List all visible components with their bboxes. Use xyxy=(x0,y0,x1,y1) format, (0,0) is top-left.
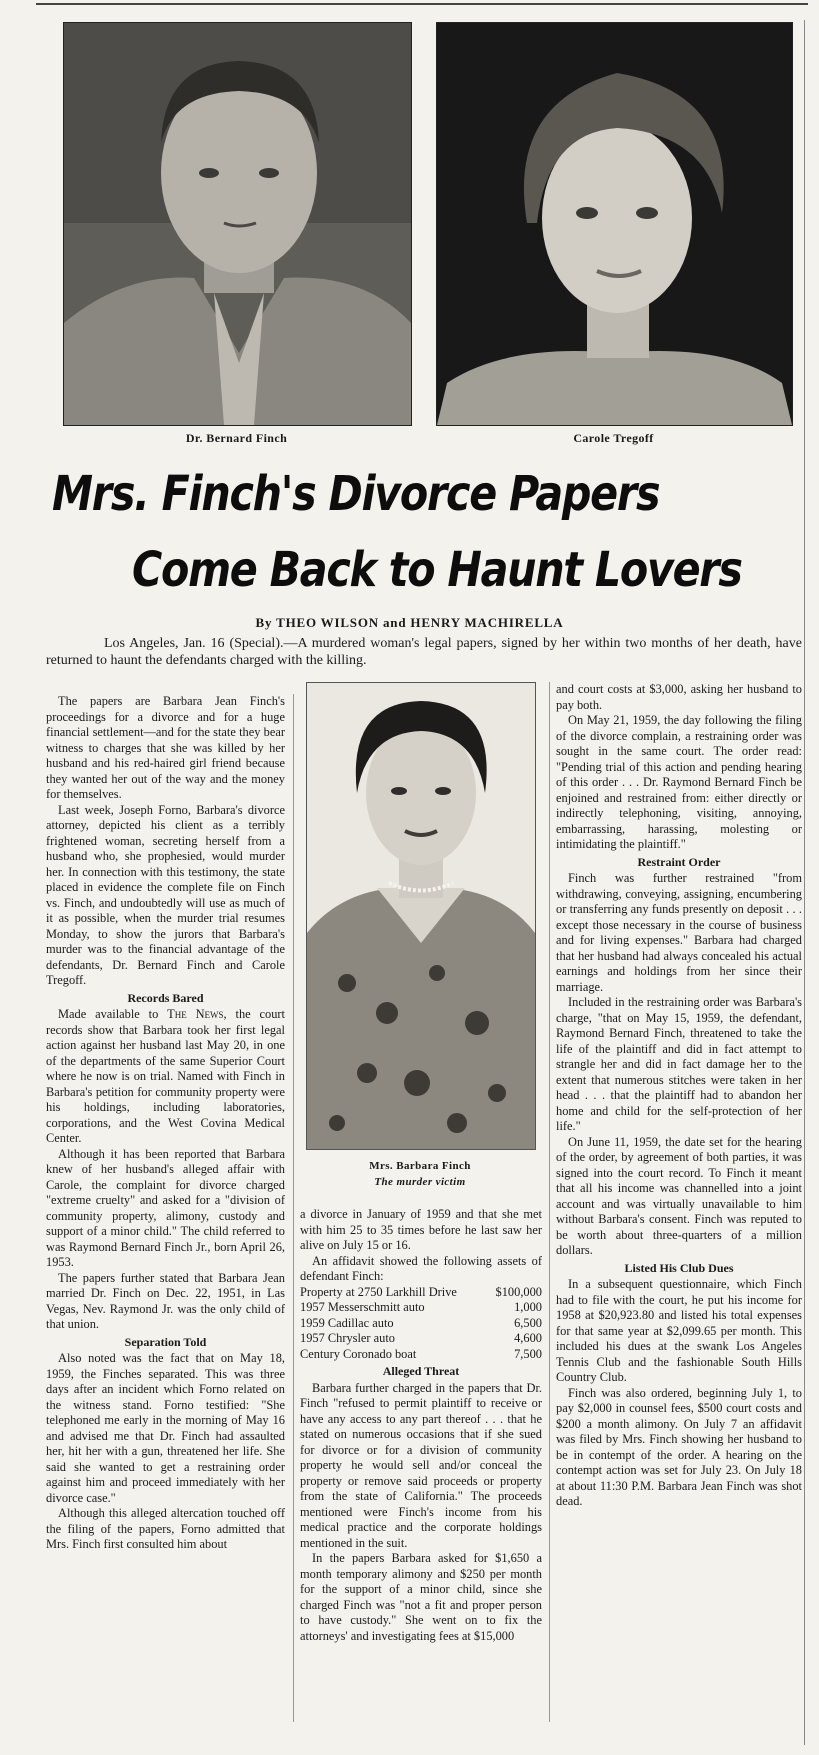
article-column-3 xyxy=(556,682,802,1722)
col2-paragraph: An affidavit showed the following assets of defendant Finch: xyxy=(300,1253,542,1283)
headline-line-2: Come Back to Haunt Lovers xyxy=(132,542,742,598)
table-row xyxy=(300,1300,542,1316)
subhead-listed-his-club-dues: Listed His Club Dues xyxy=(624,1260,734,1275)
subhead-records-bared: Records Bared xyxy=(127,990,204,1005)
col1-paragraph: Last week, Joseph Forno, Barbara's divorce attorney, depicted his client as a terribly frightened woman, secreting herself from a husband who, she prophesied, would murder her. In connection with this testimony, the state placed in evidence the complete file on Finch vs. Finch, and undoubtedly will use as much of it as possible, when the murder trial resumes Monday, to show the jurors that Barbara's murder was to the financial advantage of the defendants, Dr. Bernard Finch and Carole Tregoff. xyxy=(46,802,285,987)
col3-paragraph: On June 11, 1959, the date set for the hearing of the order, by agreement of both parties, it was signed into the court record. To Finch it meant that all his income was channelled into a joint account and was virtually unavailable to him without Barbara's consent. Finch was reputed to be worth about three-quarters of a million dollars. xyxy=(556,1134,802,1257)
table-row xyxy=(300,1347,542,1363)
asset-item: 1957 Messerschmitt auto xyxy=(300,1300,425,1314)
table-row xyxy=(300,1285,542,1301)
photo-barbara-finch xyxy=(306,682,536,1150)
column-rule xyxy=(549,682,550,1722)
col2-paragraph: a divorce in January of 1959 and that she met with him 25 to 35 times before he last saw her alive on July 15 or 16. xyxy=(300,1207,542,1252)
right-column-rule xyxy=(804,20,805,1745)
asset-item: Property at 2750 Larkhill Drive xyxy=(300,1284,457,1299)
col1-paragraph: The papers are Barbara Jean Finch's proceedings for a divorce and for a huge financial settlement—and for the state they bear witness to charges that she was killed by her husband and his red-haired girl friend because they wanted her out of the way and the money for themselves. xyxy=(46,694,285,801)
top-rule xyxy=(36,3,808,5)
col2-paragraph: Barbara further charged in the papers that Dr. Finch "refused to permit plaintiff to receive or have any access to any part thereof . . . that he stated on numerous occasions that if she sued for divorce or for a division of community property he would sell and/or conceal the property or remove said proceeds or property from the state of California." The proceeds mentioned were Finch's income from his medical practice and the corporate holdings mentioned in the suit. xyxy=(300,1380,542,1550)
byline: By THEO WILSON and HENRY MACHIRELLA xyxy=(255,615,564,630)
col3-paragraph: Finch was further restrained "from withdrawing, conveying, assigning, encumbering or transferring any funds presently on deposit . . . except those necessary in the course of business and for living expenses." Barbara had charged that her husband had always concealed his actual earnings and holdings from her since their marriage. xyxy=(556,871,802,994)
col3-paragraph: and court costs at $3,000, asking her husband to pay both. xyxy=(556,682,802,712)
photo-caption-murder-victim: The murder victim xyxy=(374,1176,466,1188)
col1-paragraph: Although it has been reported that Barbara knew of her husband's alleged affair with Carole, the complaint for divorce charged "extreme cruelty" and asked for a "division of community property, alimony, custody and support of a minor child." The child referred to was Raymond Bernard Finch Jr., born April 26, 1953. xyxy=(46,1146,285,1269)
col3-paragraph: On May 21, 1959, the day following the filing of the divorce complain, a restraining order was sought in the same court. The order read: "Pending trial of this action and pending hearing of this order . . . Dr. Raymond Bernard Finch be enjoined and restrained from: either directly or indirectly telephoning, visiting, annoying, embarrassing, harassing, molesting or intimidating the plaintiff." xyxy=(556,713,802,851)
lede-paragraph xyxy=(46,635,802,669)
subhead-restraint-order: Restraint Order xyxy=(637,854,721,869)
headline-line-1: Mrs. Finch's Divorce Papers xyxy=(52,466,660,522)
asset-item: 1957 Chrysler auto xyxy=(300,1331,395,1345)
table-row xyxy=(300,1331,542,1347)
column-rule xyxy=(293,694,294,1722)
asset-value: 6,500 xyxy=(514,1315,542,1330)
asset-value: $100,000 xyxy=(495,1284,542,1299)
table-row xyxy=(300,1316,542,1332)
lede-text: Los Angeles, Jan. 16 (Special).—A murdered woman's legal papers, signed by her within two months of her death, have returned to haunt the defendants charged with the killing. xyxy=(46,636,802,668)
photo-bernard-finch xyxy=(63,22,412,426)
asset-item: 1959 Cadillac auto xyxy=(300,1315,394,1330)
article-column-1 xyxy=(46,694,285,1722)
subhead-separation-told: Separation Told xyxy=(124,1334,207,1349)
asset-value: 4,600 xyxy=(514,1331,542,1345)
assets-table xyxy=(300,1285,542,1363)
col1-paragraph: Although this alleged altercation touched off the filing of the papers, Forno admitted that Mrs. Finch first consulted him about xyxy=(46,1506,285,1551)
col3-paragraph: Included in the restraining order was Barbara's charge, "that on May 15, 1959, the defendant, Raymond Bernard Finch, threatened to take the life of the plaintiff and did in fact attempt to strangle her and did in fact damage her to the extent that numerous stitches were taken in her head . . . that the plaintiff had to abandon her home and child for the self-protection of her life." xyxy=(556,995,802,1133)
photo-caption-bernard-finch: Dr. Bernard Finch xyxy=(185,431,288,445)
col1-paragraph: The papers further stated that Barbara Jean married Dr. Finch on Dec. 22, 1951, in Las Vegas, Nev. Raymond Jr. was the only child of that union. xyxy=(46,1270,285,1331)
asset-value: 7,500 xyxy=(514,1346,542,1361)
newspaper-name: The News, xyxy=(167,1007,227,1021)
col3-paragraph: In a subsequent questionnaire, which Finch had to file with the court, he put his income for 1958 at $20,923.80 and listed his total expenses for that same year at $2,099.65 per month. This included his dues at the swank Los Angeles Tennis Club and the fashionable South Hills Country Club. xyxy=(556,1277,802,1384)
col1-text: the court records show that Barbara took her first legal action against her husband last May 20, in one of the departments of the same Superior Court where he now is on trial. Named with Finch in Barbara's petition for community property were his holdings, including laboratories, corporations, and the West Covina Medical Center. xyxy=(46,1007,285,1145)
photo-carole-tregoff xyxy=(436,22,793,426)
col2-paragraph: In the papers Barbara asked for $1,650 a month temporary alimony and $250 per month for the support of a minor child, since she charged Finch was "not a fit and proper person to have custody." She went on to fix the attorneys' and investigating fees at $15,000 xyxy=(300,1551,542,1643)
col1-paragraph: Also noted was the fact that on May 18, 1959, the Finches separated. This was three days after an incident which Forno related on the witness stand. Forno testified: "She telephoned me early in the morning of May 16 and advised me that Dr. Finch had assaulted her, hit her with a gun, threatened her life. She said she wanted to get a restraining order against him and proceed immediately with her divorce case." xyxy=(46,1351,285,1505)
asset-value: 1,000 xyxy=(514,1300,542,1314)
article-column-2 xyxy=(300,1207,542,1722)
subhead-alleged-threat: Alleged Threat xyxy=(382,1364,460,1378)
asset-item: Century Coronado boat xyxy=(300,1346,417,1361)
photo-caption-barbara-finch: Mrs. Barbara Finch xyxy=(369,1160,471,1172)
col1-text: Made available to xyxy=(58,1007,159,1021)
photo-caption-carole-tregoff: Carole Tregoff xyxy=(573,431,654,445)
col1-paragraph xyxy=(46,1007,285,1147)
col3-paragraph: Finch was also ordered, beginning July 1, to pay $2,000 in counsel fees, $500 court costs and $200 a month alimony. On July 7 an affidavit was filed by Mrs. Finch showing her husband to be in contempt of the order. A hearing on the contempt action was set for July 23. On July 18 at about 11:30 P.M. Barbara Jean Finch was shot dead. xyxy=(556,1385,802,1508)
